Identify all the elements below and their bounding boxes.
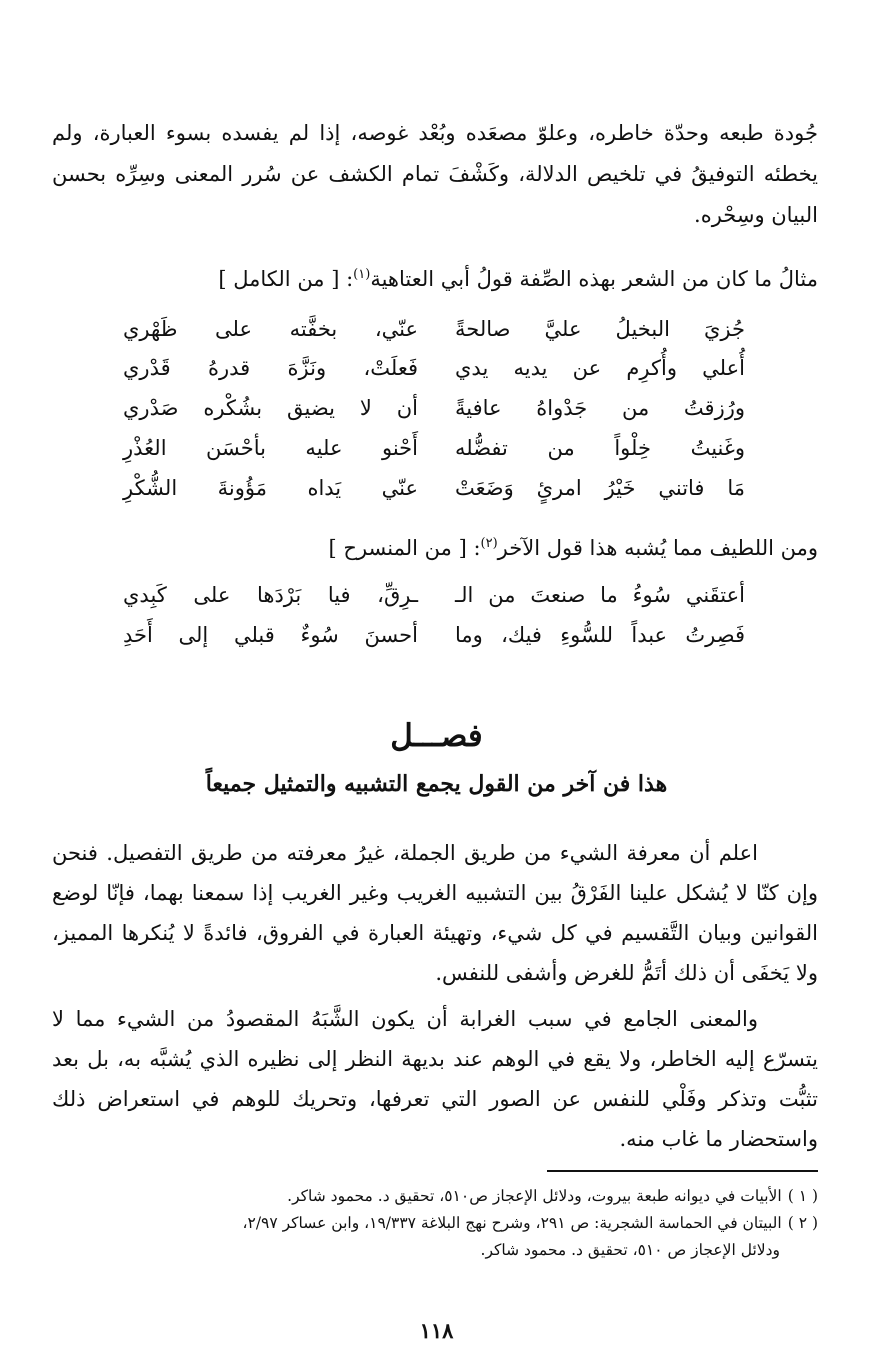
verse-hemistich-left: أحسنَ سُوءٌ قبلي إلى أَحَدِ xyxy=(123,623,418,647)
verse-hemistich-right: جُزيَ البخيلُ عليَّ صالحةً xyxy=(455,317,745,341)
example1-meter: : [ من الكامل ] xyxy=(218,267,354,291)
verse-hemistich-left: فَعلَتْ، ونَزَّهَ قدرهُ قَدْري xyxy=(123,356,418,380)
verse-hemistich-right: ورُزقتُ من جَدْواهُ عافيةً xyxy=(455,396,745,420)
example1-intro-text: مثالُ ما كان من الشعر بهذه الصِّفة قولُ أبي العتاهية xyxy=(370,267,818,291)
section-title: فصـــل xyxy=(390,718,483,754)
footnote-number: ( ٢ ) xyxy=(787,1214,818,1232)
footnote-continuation: ودلائل الإعجاز ص ٥١٠، تحقيق د. محمود شاكر. xyxy=(480,1241,780,1259)
footnote-text: الأبيات في ديوانه طبعة بيروت، ودلائل الإعجاز ص٥١٠، تحقيق د. محمود شاكر. xyxy=(287,1187,782,1205)
body-paragraph: والمعنى الجامع في سبب الغرابة أن يكون الشَّبَهُ المقصودُ من الشيء مما لا يتسرّع إليه الخاطر، ولا يقع في الوهم عند بديهة النظر إلى نظيره الذي يُشبَّه به، بل بعد تثبُّت وتذكر وفَلْي للنفس عن الصور التي تعرفها، وتحريك للوهم في استعراض ذلك واستحضار ما غاب منه. xyxy=(52,1007,818,1151)
footnote-ref-1[interactable]: (١) xyxy=(353,267,371,282)
verse-hemistich-right: أعتقَني سُوءُ ما صنعتَ من الـ xyxy=(455,583,745,607)
verse-hemistich-right: فَصِرتُ عبداً للسُّوءِ فيك، وما xyxy=(455,623,745,647)
verse-hemistich-right: وغَنيتُ خِلْواً من تفضُّله xyxy=(455,436,745,460)
verse-hemistich-left: أَحْنو عليه بأحْسَن العُذْرِ xyxy=(123,436,418,460)
verse-hemistich-left: أن لا يضيق بشُكْره صَدْري xyxy=(123,396,418,420)
section-subtitle: هذا فن آخر من القول يجمع التشبيه والتمثيل جميعاً xyxy=(205,771,668,797)
verse-hemistich-left: ـرِقِّ، فيا بَرْدَها على كَبِدي xyxy=(123,583,418,607)
opening-paragraph: جُودة طبعه وحدّة خاطره، وعلوّ مصعَده وبُعْد غوصه، إذا لم يفسده بسوء العبارة، ولم يخطئه التوفيقُ في تلخيص الدلالة، وكَشْفَ تمام الكشف عن سُرر المعنى وسِرِّه بحسن البيان وسِحْره. xyxy=(52,121,818,227)
footnote-1 xyxy=(52,1183,818,1210)
verse-hemistich-right: أُعلي وأُكرِم عن يديه يدي xyxy=(455,356,745,380)
example2-meter: : [ من المنسرح ] xyxy=(328,536,481,560)
footnotes xyxy=(52,1183,818,1264)
footnote-ref-2[interactable]: (٢) xyxy=(480,536,498,551)
body-paragraph: اعلم أن معرفة الشيء من طريق الجملة، غيرُ معرفته من طريق التفصيل. فنحن وإن كنّا لا يُشكل علينا الفَرْقُ بين التشبيه الغريب وغير الغريب إذا سمعنا بهما، فإنّا لوضع القوانين وبيان التَّقسيم في كل شيء، وتهيئة العبارة في الفروق، فائدةً لا يُنكرها المميز، ولا يَخفَى أن ذلك أتَمُّ للغرض وأشفى للنفس. xyxy=(52,841,818,985)
example2-intro-text: ومن اللطيف مما يُشبه هذا قول الآخر xyxy=(497,536,818,560)
footnote-2 xyxy=(52,1210,818,1264)
verse-hemistich-left: عنّي، بخفَّته على ظَهْري xyxy=(123,317,418,341)
footnote-divider xyxy=(547,1170,818,1172)
example1-intro xyxy=(52,257,818,297)
footnote-number: ( ١ ) xyxy=(787,1187,818,1205)
verse-hemistich-left: عنّي يَداه مَؤُونةَ الشُّكْرِ xyxy=(123,476,418,500)
footnote-text: البيتان في الحماسة الشجرية: ص ٢٩١، وشرح نهج البلاغة ١٩/٣٣٧، وابن عساكر ٢/٩٧، xyxy=(242,1214,782,1232)
verse-hemistich-right: مَا فاتني خَيْرُ امرئٍ وَضَعَتْ xyxy=(455,476,745,500)
section-body xyxy=(52,833,818,1159)
example2-intro xyxy=(52,526,818,566)
page-number: ١١٨ xyxy=(419,1318,454,1343)
